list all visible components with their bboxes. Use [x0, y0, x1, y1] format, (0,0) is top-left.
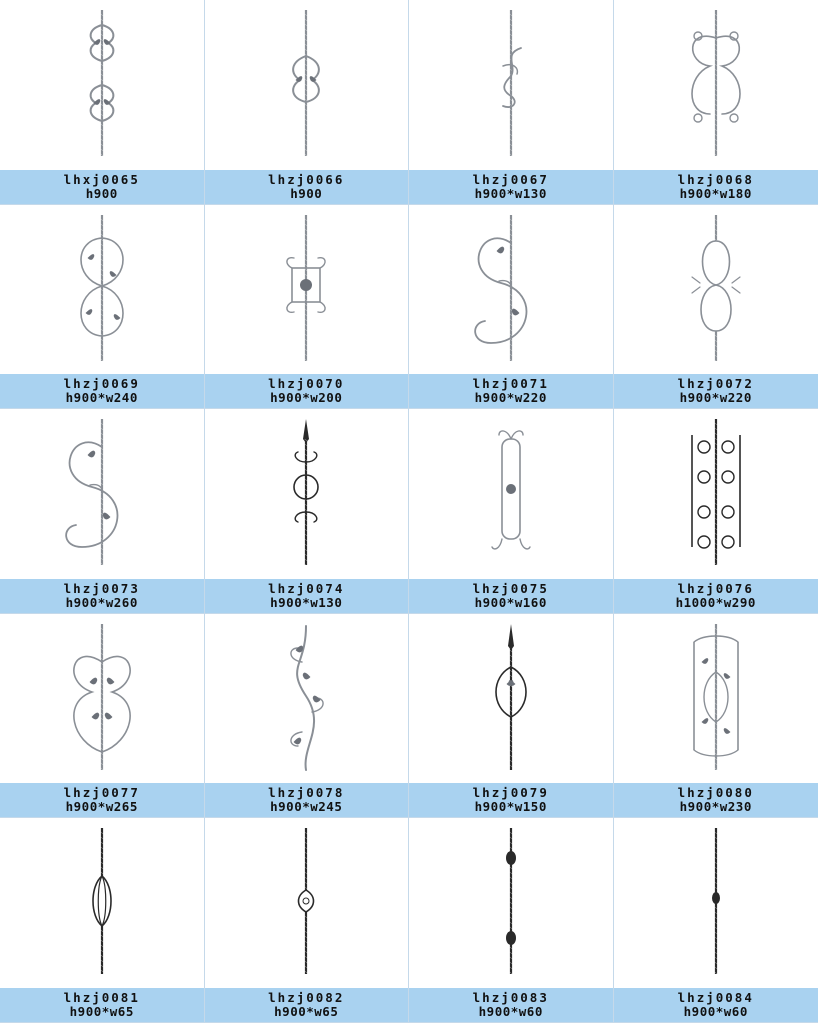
baluster-image: [614, 818, 818, 988]
item-label-bar: [409, 170, 613, 204]
catalog-item: [409, 0, 614, 205]
item-label-bar: [409, 374, 613, 408]
item-label-bar: [205, 579, 409, 613]
item-code: lhzj0077: [63, 785, 140, 801]
baluster-image: [205, 614, 409, 784]
baluster-illustration: [246, 417, 366, 567]
item-code: lhzj0078: [268, 785, 345, 801]
item-size: h900*w260: [65, 594, 138, 610]
item-label-bar: [0, 374, 204, 408]
baluster-image: [0, 818, 204, 988]
catalog-item: [409, 205, 614, 410]
item-size: h900*w60: [683, 1004, 748, 1019]
item-code: lhxj0065: [63, 171, 140, 187]
item-size: h900*w65: [69, 1004, 134, 1019]
item-label-bar: [614, 783, 818, 817]
baluster-image: [0, 614, 204, 784]
item-size: h900*w245: [270, 799, 343, 815]
baluster-image: [614, 614, 818, 784]
baluster-image: [409, 205, 613, 375]
baluster-illustration: [451, 826, 571, 976]
catalog-item: [205, 409, 410, 614]
item-code: lhzj0070: [268, 376, 345, 392]
item-label-bar: [0, 783, 204, 817]
item-label-bar: [614, 170, 818, 204]
item-size: h900*w60: [478, 1004, 543, 1019]
item-label-bar: [205, 374, 409, 408]
catalog-item: [205, 818, 410, 1023]
baluster-image: [614, 0, 818, 170]
item-label-bar: [0, 988, 204, 1022]
baluster-illustration: [246, 826, 366, 976]
baluster-illustration: [656, 622, 776, 772]
baluster-illustration: [42, 8, 162, 158]
catalog-item: [205, 0, 410, 205]
item-label-bar: [614, 374, 818, 408]
item-label-bar: [409, 579, 613, 613]
catalog-item: [0, 0, 205, 205]
item-size: h900*w240: [65, 390, 138, 406]
baluster-illustration: [451, 213, 571, 363]
item-size: h900: [85, 185, 118, 201]
baluster-illustration: [451, 8, 571, 158]
item-code: lhzj0066: [268, 171, 345, 187]
baluster-illustration: [246, 213, 366, 363]
item-code: lhzj0076: [677, 580, 754, 596]
item-size: h900*w160: [474, 594, 547, 610]
baluster-illustration: [42, 826, 162, 976]
catalog-item: [614, 409, 818, 614]
baluster-illustration: [246, 8, 366, 158]
catalog-item: [205, 614, 410, 819]
item-code: lhzj0071: [472, 376, 549, 392]
item-code: lhzj0069: [63, 376, 140, 392]
baluster-illustration: [42, 213, 162, 363]
baluster-image: [0, 0, 204, 170]
item-code: lhzj0084: [677, 990, 754, 1005]
baluster-image: [409, 409, 613, 579]
baluster-image: [409, 614, 613, 784]
item-size: h900*w265: [65, 799, 138, 815]
baluster-image: [205, 0, 409, 170]
baluster-illustration: [42, 417, 162, 567]
baluster-image: [0, 409, 204, 579]
baluster-illustration: [656, 213, 776, 363]
baluster-illustration: [451, 622, 571, 772]
item-size: h900*w220: [679, 390, 752, 406]
catalog-item: [0, 818, 205, 1023]
catalog-item: [409, 409, 614, 614]
catalog-item: [0, 614, 205, 819]
item-code: lhzj0080: [677, 785, 754, 801]
item-size: h900*w220: [474, 390, 547, 406]
baluster-image: [409, 818, 613, 988]
catalog-item: [409, 614, 614, 819]
item-size: h900*w180: [679, 185, 752, 201]
baluster-illustration: [656, 8, 776, 158]
item-label-bar: [409, 783, 613, 817]
catalog-item: [614, 205, 818, 410]
item-code: lhzj0067: [472, 171, 549, 187]
item-size: h900*w130: [474, 185, 547, 201]
baluster-illustration: [42, 622, 162, 772]
baluster-image: [205, 409, 409, 579]
catalog-item: [0, 409, 205, 614]
item-code: lhzj0072: [677, 376, 754, 392]
item-label-bar: [205, 988, 409, 1022]
item-code: lhzj0079: [472, 785, 549, 801]
catalog-item: [614, 0, 818, 205]
item-code: lhzj0074: [268, 580, 345, 596]
baluster-illustration: [656, 417, 776, 567]
catalog-item: [205, 205, 410, 410]
baluster-illustration: [246, 622, 366, 772]
item-size: h900*w130: [270, 594, 343, 610]
item-size: h900: [290, 185, 323, 201]
catalog-item: [0, 205, 205, 410]
item-size: h900*w65: [274, 1004, 339, 1019]
baluster-image: [205, 818, 409, 988]
item-code: lhzj0068: [677, 171, 754, 187]
baluster-image: [614, 409, 818, 579]
item-label-bar: [205, 783, 409, 817]
item-code: lhzj0081: [63, 990, 140, 1005]
item-size: h1000*w290: [675, 594, 756, 610]
item-label-bar: [614, 988, 818, 1022]
item-label-bar: [0, 170, 204, 204]
baluster-illustration: [451, 417, 571, 567]
item-label-bar: [0, 579, 204, 613]
item-label-bar: [205, 170, 409, 204]
catalog-item: [409, 818, 614, 1023]
item-code: lhzj0075: [472, 580, 549, 596]
item-size: h900*w230: [679, 799, 752, 815]
item-code: lhzj0083: [472, 990, 549, 1005]
baluster-image: [205, 205, 409, 375]
item-size: h900*w200: [270, 390, 343, 406]
baluster-image: [409, 0, 613, 170]
item-code: lhzj0073: [63, 580, 140, 596]
baluster-image: [614, 205, 818, 375]
catalog-item: [614, 614, 818, 819]
item-size: h900*w150: [474, 799, 547, 815]
item-code: lhzj0082: [268, 990, 345, 1005]
baluster-image: [0, 205, 204, 375]
catalog-item: [614, 818, 818, 1023]
item-label-bar: [409, 988, 613, 1022]
baluster-illustration: [656, 826, 776, 976]
item-label-bar: [614, 579, 818, 613]
